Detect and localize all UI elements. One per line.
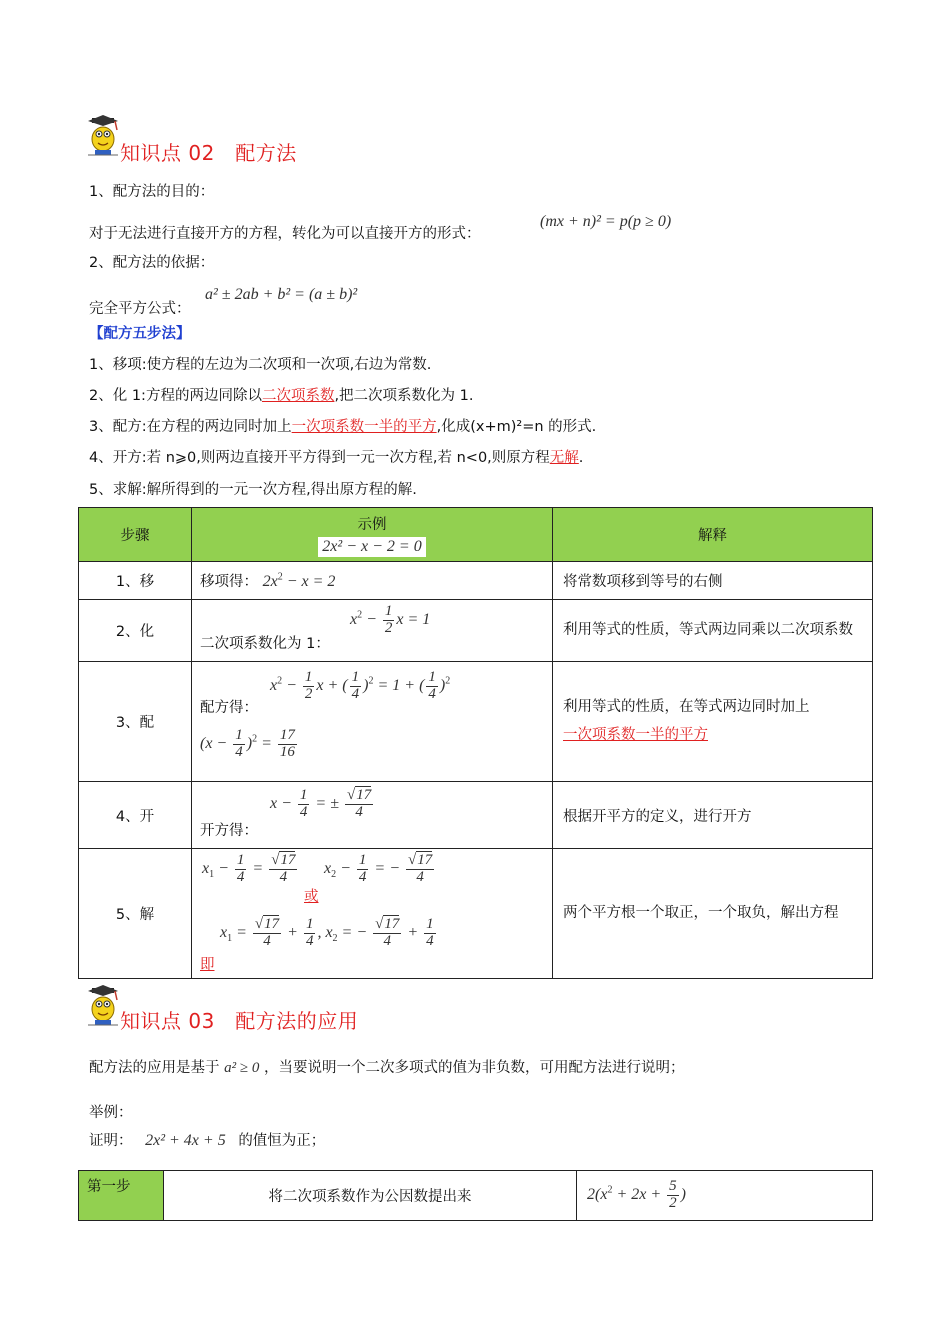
table-header-row bbox=[79, 508, 873, 562]
step-3-post: ,化成(x+m)²=n 的形式. bbox=[436, 419, 597, 435]
section-02-title: 知识点 02 配方法 bbox=[120, 141, 297, 165]
proof-table bbox=[78, 1170, 873, 1221]
row-5-math-x1: $x_1$ − $\frac{1}{4}$ = $\frac{√17}{4}$ bbox=[202, 852, 296, 885]
proof-step-label: 第一步 bbox=[79, 1171, 164, 1221]
step-3-highlight: 一次项系数一半的平方 bbox=[291, 419, 437, 435]
step-1: 1、移项:使方程的左边为二次项和一次项,右边为常数. bbox=[89, 357, 432, 373]
table-row bbox=[79, 782, 873, 849]
step-5: 5、求解:解所得到的一元一次方程,得出原方程的解. bbox=[89, 482, 417, 498]
intro-post: ，当要说明一个二次多项式的值为非负数，可用配方法进行说明； bbox=[263, 1060, 685, 1076]
purpose-text: 对于无法进行直接开方的方程，转化为可以直接开方的形式： bbox=[89, 226, 481, 242]
row-5-then: 即 bbox=[200, 957, 215, 973]
row-3-step: 3、配 bbox=[79, 662, 192, 782]
application-intro bbox=[89, 1056, 684, 1077]
row-1-step: 1、移 bbox=[79, 562, 192, 600]
steps-table bbox=[78, 507, 873, 979]
intro-formula: a² ≥ 0 bbox=[224, 1060, 260, 1076]
row-5-explain: 两个平方根一个取正，一个取负，解出方程 bbox=[553, 849, 873, 979]
purpose-heading: 1、配方法的目的： bbox=[89, 184, 215, 200]
step-2-post: ,把二次项系数化为 1. bbox=[334, 388, 474, 404]
row-5-or: 或 bbox=[304, 889, 319, 905]
step-3-pre: 3、配方:在方程的两边同时加上 bbox=[89, 419, 292, 435]
row-2-explain: 利用等式的性质，等式两边同乘以二次项系数 bbox=[553, 600, 873, 662]
section-03-title: 知识点 03 配方法的应用 bbox=[120, 1009, 359, 1033]
row-3-explain bbox=[553, 662, 873, 782]
step-2-highlight: 二次项系数 bbox=[261, 388, 335, 404]
basis-label: 完全平方公式： bbox=[89, 301, 191, 317]
row-4-step: 4、开 bbox=[79, 782, 192, 849]
header-example-label: 示例 bbox=[357, 516, 387, 533]
row-4-explain: 根据开平方的定义，进行开方 bbox=[553, 782, 873, 849]
proof-post: 的值恒为正； bbox=[238, 1133, 326, 1149]
intro-pre: 配方法的应用是基于 bbox=[89, 1060, 220, 1076]
proof-step-math: $2(x^2 + 2x$ + $\frac{5}{2}$ ) bbox=[577, 1171, 873, 1221]
header-example bbox=[192, 508, 553, 562]
row-5-step: 5、解 bbox=[79, 849, 192, 979]
proof-line bbox=[89, 1129, 325, 1150]
row-4-math: x − $\frac{1}{4}$ = ± $\frac{√17}{4}$ bbox=[270, 787, 372, 820]
row-3-math-b: (x − $\frac{1}{4}$ )$^2$ = $\frac{17}{16}$ bbox=[200, 727, 295, 760]
proof-step-description: 将二次项系数作为公因数提出来 bbox=[164, 1171, 577, 1221]
step-4 bbox=[89, 446, 583, 467]
basis-heading: 2、配方法的依据： bbox=[89, 255, 215, 271]
table-row bbox=[79, 600, 873, 662]
example-label: 举例： bbox=[89, 1105, 133, 1121]
mascot-icon bbox=[86, 112, 120, 156]
row-3-explain-highlight: 一次项系数一半的平方 bbox=[563, 726, 708, 743]
step-3 bbox=[89, 415, 596, 436]
row-1-math: $2x^2 - x = 2$ bbox=[262, 571, 336, 590]
row-4-label: 开方得： bbox=[200, 822, 258, 839]
row-2-step: 2、化 bbox=[79, 600, 192, 662]
row-1-label: 移项得： bbox=[200, 574, 258, 590]
header-explain: 解释 bbox=[553, 508, 873, 562]
row-5-math-result: $x_1$ = $\frac{√17}{4}$ + $\frac{1}{4}$ , $x_2$ = − $\frac{√17}{4}$ + $\frac{1}{4}$ bbox=[220, 916, 434, 949]
step-2 bbox=[89, 384, 474, 405]
row-3-explain-text: 利用等式的性质，在等式两边同时加上 bbox=[563, 698, 810, 715]
row-1-explain: 将常数项移到等号的右侧 bbox=[553, 562, 873, 600]
row-4-example bbox=[192, 782, 553, 849]
mascot-icon bbox=[86, 982, 120, 1026]
table-row bbox=[79, 562, 873, 600]
step-4-pre: 4、开方:若 n⩾0,则两边直接开平方得到一元一次方程,若 n<0,则原方程 bbox=[89, 450, 550, 466]
row-2-example bbox=[192, 600, 553, 662]
row-3-math-a: $x^2$ − $\frac{1}{2}$ x + ( $\frac{1}{4}$ )$^2$ = 1 + ( $\frac{1}{4}$ )$^2$ bbox=[270, 669, 451, 702]
proof-formula: 2x² + 4x + 5 bbox=[145, 1132, 226, 1149]
table-row bbox=[79, 1171, 873, 1221]
row-2-math: $x^2$ − $\frac{1}{2}$ x = 1 bbox=[350, 603, 431, 636]
purpose-formula: (mx + n)² = p(p ≥ 0) bbox=[540, 213, 672, 230]
table-row bbox=[79, 849, 873, 979]
row-3-example bbox=[192, 662, 553, 782]
row-3-label: 配方得： bbox=[200, 700, 258, 716]
row-5-example bbox=[192, 849, 553, 979]
basis-formula: a² ± 2ab + b² = (a ± b)² bbox=[205, 286, 358, 303]
five-steps-title: 【配方五步法】 bbox=[89, 326, 191, 342]
table-row bbox=[79, 662, 873, 782]
step-2-pre: 2、化 1:方程的两边同除以 bbox=[89, 388, 262, 404]
row-2-label: 二次项系数化为 1： bbox=[200, 636, 330, 652]
proof-label: 证明： bbox=[89, 1133, 133, 1149]
header-example-eq: 2x² − x − 2 = 0 bbox=[318, 537, 425, 557]
header-step: 步骤 bbox=[79, 508, 192, 562]
row-1-example bbox=[192, 562, 553, 600]
step-4-post: . bbox=[578, 450, 584, 466]
row-5-math-x2: $x_2$ − $\frac{1}{4}$ = − $\frac{√17}{4}$ bbox=[324, 852, 433, 885]
step-4-highlight: 无解 bbox=[549, 450, 579, 466]
